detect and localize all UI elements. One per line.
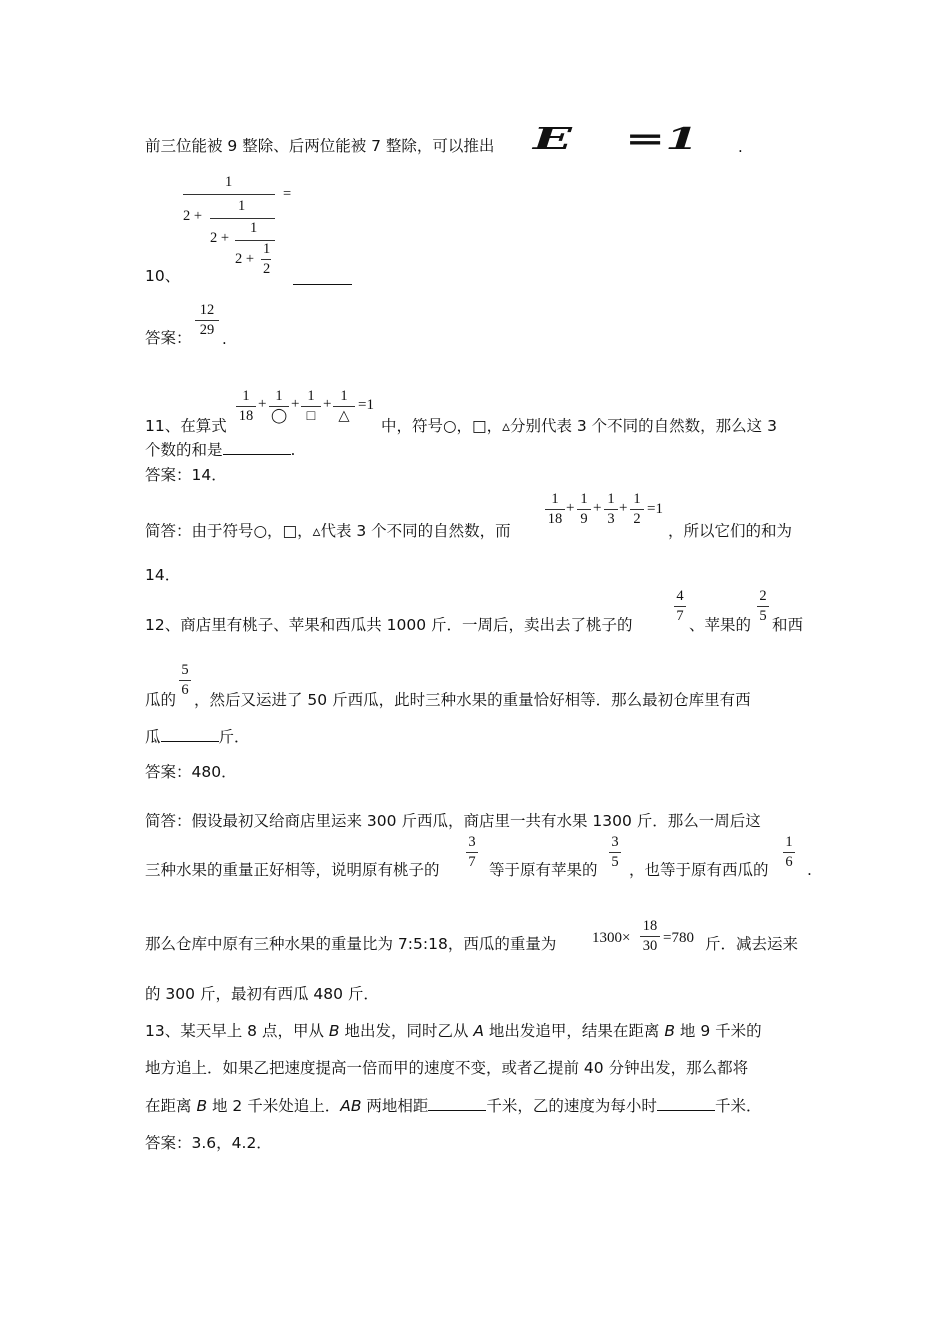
- q13-speed-blank: [657, 1096, 715, 1111]
- q11-bf2-bar: [577, 509, 591, 510]
- q11-bf3-den: 3: [607, 511, 615, 527]
- q12-f16-num: 1: [785, 834, 793, 850]
- q11-suffix: 中，符号○，□，▵分别代表 3 个不同的自然数，那么这 3: [381, 417, 777, 435]
- q13-l3-b: 地 2 千米处追上．: [207, 1097, 341, 1115]
- q10-label: [145, 266, 180, 286]
- q12-answer: 答案：480．: [145, 763, 237, 781]
- cf-half-den: 2: [263, 261, 271, 277]
- q11-fraction-circle: [269, 388, 289, 425]
- q11-f1-num: 1: [242, 388, 250, 404]
- q11-line2-a: 个数的和是: [145, 441, 223, 459]
- q13-line3: [145, 1096, 761, 1116]
- q12-brief-2a: 三种水果的重量正好相等，说明原有桃子的: [145, 861, 440, 879]
- q13-l1-B2: B: [664, 1022, 675, 1040]
- triangle-icon: △: [338, 408, 350, 424]
- q11-answer-blank: [223, 440, 291, 455]
- q13-l3-c: 两地相距: [361, 1097, 429, 1115]
- q13-distance-blank: [428, 1096, 486, 1111]
- q12-calc-bar: [640, 936, 660, 937]
- q11-brief-b: ，所以它们的和为: [668, 522, 793, 540]
- q12-f35-num: 3: [611, 834, 619, 850]
- q12-f37-den: 7: [468, 854, 476, 870]
- q11-bf3-bar: [604, 509, 618, 510]
- q11-brief-a: 简答：由于符号○，□，▵代表 3 个不同的自然数，而: [145, 522, 511, 540]
- q12-frac-2-5: [757, 588, 769, 625]
- q13-l1-c: 地出发追甲，结果在距离: [483, 1022, 665, 1040]
- intro-text: 前三位能被 9 整除、后两位能被 7 整除，可以推出: [145, 137, 495, 155]
- q11-f2-bar: [269, 406, 289, 407]
- q11-brief-frac-1-2: [630, 491, 644, 528]
- q12-frac-3-7: [466, 834, 478, 871]
- q10-answer-blank: [293, 270, 352, 285]
- q12-brief-2c: ，也等于原有西瓜的: [629, 861, 769, 879]
- q11-brief-equals-one: =1: [647, 501, 663, 517]
- q12-brief-1: 简答：假设最初又给商店里运来 300 斤西瓜，商店里一共有水果 1300 斤．那么一周后这: [145, 812, 761, 830]
- q10-answer-den: 29: [199, 322, 215, 338]
- q11-equals-one: =1: [358, 397, 374, 413]
- q11-brief-plus-3: +: [619, 500, 628, 516]
- q13-answer: 答案：3.6，4.2．: [145, 1134, 272, 1152]
- q12-f47-bar: [674, 606, 686, 607]
- q12-f16-bar: [783, 852, 795, 853]
- cf-two-2: 2 +: [210, 230, 230, 246]
- q11-prefix-line: [145, 416, 227, 436]
- q12-line3: [145, 727, 250, 747]
- q11-brief-c: 14．: [145, 566, 181, 584]
- q13-l1-A: A: [473, 1022, 484, 1040]
- q11-bf4-bar: [630, 509, 644, 510]
- q12-line1-b: 、苹果的: [689, 616, 752, 634]
- cf-num-2: 1: [238, 198, 246, 214]
- q11-fraction-triangle: [333, 388, 355, 425]
- q10-answer-text: 答案：: [145, 329, 192, 347]
- q12-line3-b: 斤．: [218, 728, 250, 746]
- q12-frac-3-5: [609, 834, 621, 871]
- q12-f56-num: 5: [181, 662, 189, 678]
- intro-line: [145, 136, 494, 156]
- q11-bf1-num: 1: [551, 491, 559, 507]
- q12-f35-bar: [609, 852, 621, 853]
- q11-f4-num: 1: [340, 388, 348, 404]
- q10-answer-fraction: [195, 302, 219, 339]
- q12-brief-3a: 那么仓库中原有三种水果的重量比为 7:5:18，西瓜的重量为: [145, 935, 557, 953]
- q11-bf1-den: 18: [547, 511, 563, 527]
- formula-letter-e: E: [533, 122, 572, 157]
- q11-fraction-square: [301, 388, 321, 425]
- q12-f25-bar: [757, 606, 769, 607]
- q12-frac-4-7: [674, 588, 686, 625]
- cf-num-3: 1: [250, 220, 258, 236]
- q12-answer-blank: [161, 727, 219, 742]
- q11-bf2-num: 1: [580, 491, 588, 507]
- formula-period: .: [738, 138, 743, 156]
- q13-l3-e: 千米．: [714, 1097, 762, 1115]
- q12-f37-bar: [466, 852, 478, 853]
- q11-brief-frac-1-18: [545, 491, 565, 528]
- q12-calc-b: =780: [663, 930, 694, 946]
- q12-f25-den: 5: [759, 608, 767, 624]
- q11-bf3-num: 1: [607, 491, 615, 507]
- q13-l1-d: 地 9 千米的: [674, 1022, 762, 1040]
- q11-bf4-num: 1: [633, 491, 641, 507]
- q11-f2-num: 1: [275, 388, 283, 404]
- q12-calc-num: 18: [642, 918, 658, 934]
- q11-f1-den: 18: [238, 408, 254, 424]
- cf-two-1: 2 +: [183, 208, 203, 224]
- q12-f47-num: 4: [676, 588, 684, 604]
- q12-brief-2d: .: [807, 861, 812, 879]
- q10-answer-bar: [195, 320, 219, 321]
- q11-brief-frac-1-3: [604, 491, 618, 528]
- q12-calc-den: 30: [642, 938, 658, 954]
- q13-l1-B: B: [328, 1022, 340, 1040]
- q12-f56-den: 6: [181, 682, 189, 698]
- q11-answer: 答案：14．: [145, 466, 227, 484]
- circle-icon: ◯: [270, 408, 288, 424]
- q12-f16-den: 6: [785, 854, 793, 870]
- q13-line1: [145, 1021, 762, 1041]
- q10-answer-period: .: [222, 330, 227, 348]
- q12-frac-5-6: [179, 662, 191, 699]
- q11-bf1-bar: [545, 509, 565, 510]
- q10-answer-num: 12: [199, 302, 215, 318]
- q12-line2-a: 瓜的: [145, 691, 177, 709]
- cf-top-num: 1: [225, 174, 233, 190]
- q12-f35-den: 5: [611, 854, 619, 870]
- q12-f47-den: 7: [676, 608, 684, 624]
- q11-brief-plus-2: +: [593, 500, 602, 516]
- q11-plus-3: +: [323, 396, 332, 412]
- q13-l3-d: 千米，乙的速度为每小时: [486, 1097, 657, 1115]
- q10-number: 10、: [145, 267, 181, 285]
- q11-brief-plus-1: +: [566, 500, 575, 516]
- q11-line2-b: .: [290, 441, 296, 459]
- q13-l3-AB: AB: [340, 1097, 362, 1115]
- continued-fraction: [183, 174, 303, 284]
- q10-answer-label: [145, 328, 192, 348]
- q12-f56-bar: [179, 680, 191, 681]
- q12-line1-c: 和西: [772, 616, 804, 634]
- q11-bf4-den: 2: [633, 511, 641, 527]
- square-icon: □: [306, 408, 316, 424]
- q12-brief-4: 的 300 斤，最初有西瓜 480 斤．: [145, 985, 379, 1003]
- q11-f1-bar: [236, 406, 256, 407]
- q13-l1-a: 13、某天早上 8 点，甲从: [145, 1022, 329, 1040]
- q12-brief-3b: 斤．减去运来: [705, 935, 799, 953]
- formula-equals-one: =1: [625, 122, 699, 157]
- q12-line2-b: ，然后又运进了 50 斤西瓜，此时三种水果的重量恰好相等．那么最初仓库里有西: [194, 691, 751, 709]
- q11-f4-bar: [333, 406, 355, 407]
- q11-line2: [145, 440, 295, 460]
- cf-equals: =: [283, 186, 292, 202]
- q12-brief-2b: 等于原有苹果的: [489, 861, 598, 879]
- cf-bar-2: [210, 218, 275, 219]
- q12-calc-a: 1300×: [592, 930, 631, 946]
- q12-line3-a: 瓜: [145, 728, 161, 746]
- cf-bar-1: [183, 194, 275, 195]
- q12-line1-a: 12、商店里有桃子、苹果和西瓜共 1000 斤．一周后，卖出去了桃子的: [145, 616, 633, 634]
- q11-bf2-den: 9: [580, 511, 588, 527]
- q13-l1-b: 地出发，同时乙从: [339, 1022, 474, 1040]
- q11-plus-2: +: [291, 396, 300, 412]
- q11-plus-1: +: [258, 396, 267, 412]
- q13-l3-B: B: [196, 1097, 208, 1115]
- cf-half-bar: [261, 259, 271, 260]
- q13-line2: 地方追上．如果乙把速度提高一倍而甲的速度不变，或者乙提前 40 分钟出发，那么都将: [145, 1059, 749, 1077]
- cf-two-3: 2 +: [235, 251, 255, 267]
- q12-frac-18-30: [640, 918, 660, 955]
- q12-f25-num: 2: [759, 588, 767, 604]
- q11-fraction-1-18: [236, 388, 256, 425]
- q13-l3-a: 在距离: [145, 1097, 197, 1115]
- q12-f37-num: 3: [468, 834, 476, 850]
- q11-f3-bar: [301, 406, 321, 407]
- q11-prefix: 11、在算式: [145, 417, 227, 435]
- q12-frac-1-6: [783, 834, 795, 871]
- q11-brief-frac-1-9: [577, 491, 591, 528]
- cf-half-num: 1: [263, 241, 271, 257]
- q11-f3-num: 1: [307, 388, 315, 404]
